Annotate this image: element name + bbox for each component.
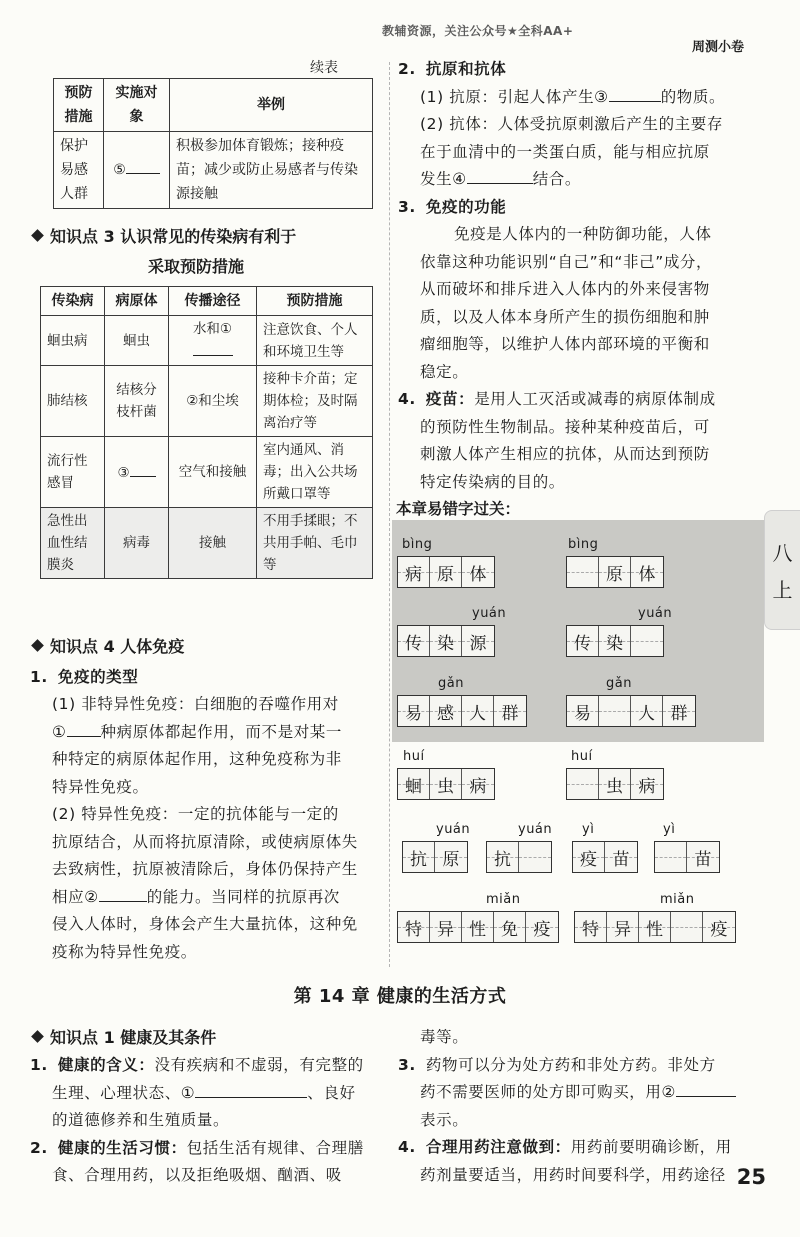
page-number: 25 bbox=[736, 1165, 766, 1189]
table-row bbox=[41, 508, 373, 579]
health-definition-text: 1. 健康的含义：没有疾病和不虚弱，有完整的 生理、心理状态、① 、良好 的道德修养和生殖质量。 2. 健康的生活习惯：包括生活有规律、合理膳 食、合理用药，以及拒绝吸烟、酗酒、吸 bbox=[30, 1056, 364, 1184]
pinyin: yuán bbox=[518, 822, 553, 837]
table-row bbox=[41, 316, 373, 366]
char-grid-full: 病 原 体 bbox=[397, 556, 495, 588]
table-cell: 积极参加体育锻炼；接种疫苗；减少或防止易感者与传染源接触 bbox=[170, 132, 373, 209]
table-cell: 流行性感冒 bbox=[41, 437, 105, 508]
kp3-title: 知识点 3 认识常见的传染病有利于 bbox=[33, 223, 296, 251]
table-cell: ⑤ bbox=[104, 132, 170, 209]
pinyin: yì bbox=[582, 822, 595, 837]
table-cell: 病毒 bbox=[105, 508, 169, 579]
char-grid-full: 特 异 性 免 疫 bbox=[397, 911, 559, 943]
char-grid-blank[interactable]: 原 体 bbox=[566, 556, 664, 588]
infectious-disease-table bbox=[40, 286, 373, 579]
char-grid-blank[interactable]: 特 异 性 疫 bbox=[574, 911, 736, 943]
pinyin: miǎn bbox=[660, 892, 695, 907]
table-header: 举例 bbox=[170, 79, 373, 132]
char-grid-blank[interactable]: 苗 bbox=[654, 841, 720, 873]
char-grid-blank[interactable]: 抗 bbox=[486, 841, 552, 873]
medicine-text: 毒等。 3. 药物可以分为处方药和非处方药。非处方 药不需要医师的处方即可购买，用② 表示。 4. 合理用药注意做到：用药前要明确诊断，用 药剂量要适当，用药时间要科学，用药途径 bbox=[398, 1024, 760, 1189]
side-tab-grade: 八 bbox=[772, 541, 793, 565]
table-cell: 水和① bbox=[169, 316, 257, 366]
practice-title: 本章易错字过关： bbox=[396, 500, 521, 518]
watermark-text: 教辅资源，关注公众号★全科AA+ bbox=[382, 24, 574, 38]
table-cell: 不用手揉眼；不共用手帕、毛巾等 bbox=[257, 508, 373, 579]
table-cell: 注意饮食、个人和环境卫生等 bbox=[257, 316, 373, 366]
pinyin: bìng bbox=[402, 537, 433, 552]
pinyin: yì bbox=[663, 822, 676, 837]
pinyin: yuán bbox=[436, 822, 471, 837]
table-cell: 蛔虫病 bbox=[41, 316, 105, 366]
table-cell: 接种卡介苗；定期体检；及时隔离治疗等 bbox=[257, 366, 373, 437]
table-header: 预防措施 bbox=[257, 287, 373, 316]
table-row bbox=[54, 132, 373, 209]
ch14-kp1-title: 知识点 1 健康及其条件 bbox=[33, 1024, 216, 1052]
side-tab bbox=[764, 510, 800, 630]
pinyin: gǎn bbox=[438, 676, 464, 691]
table-cell: 结核分枝杆菌 bbox=[105, 366, 169, 437]
table-header: 传染病 bbox=[41, 287, 105, 316]
table-row bbox=[41, 366, 373, 437]
char-grid-blank[interactable]: 虫 病 bbox=[566, 768, 664, 800]
continued-label: 续表 bbox=[310, 60, 338, 76]
table-cell: 肺结核 bbox=[41, 366, 105, 437]
chapter-title: 第 14 章 健康的生活方式 bbox=[293, 986, 507, 1007]
antigen-antibody-section: 2. 抗原和抗体 (1) 抗原：引起人体产生③ 的物质。 (2) 抗体：人体受抗原刺激后产生的主要存 在于血清中的一类蛋白质，能与相应抗原 发生④ 结合。 3. 免疫的功能 免疫是人体内的一种防御功能，人体 依靠这种功能识别“自己”和“非己”成分， 从而破坏和排斥进入人体内的外来侵害物 质，以及人体本身所产生的损伤细胞和肿 瘤细胞等，以维护人体内部环境的平衡和 稳定。 4. 疫苗：是用人工灭活或减毒的病原体制成 的预防性生物制品。接种某种疫苗后，可 刺激人体产生相应的抗体，从而达到预防 特定传染病的目的。 bbox=[398, 60, 726, 491]
table-cell: 空气和接触 bbox=[169, 437, 257, 508]
table-cell: ②和尘埃 bbox=[169, 366, 257, 437]
pinyin: huí bbox=[571, 749, 593, 764]
char-grid-full: 传 染 源 bbox=[397, 625, 495, 657]
diamond-icon bbox=[31, 1030, 44, 1043]
section-heading: 1. 免疫的类型 bbox=[30, 668, 139, 686]
char-grid-blank[interactable]: 易 人 群 bbox=[566, 695, 696, 727]
table-header: 实施对象 bbox=[104, 79, 170, 132]
pinyin: yuán bbox=[638, 606, 673, 621]
column-divider bbox=[389, 62, 390, 967]
char-grid-full: 易 感 人 群 bbox=[397, 695, 527, 727]
table-cell: 接触 bbox=[169, 508, 257, 579]
pinyin: miǎn bbox=[486, 892, 521, 907]
kp3-title-line2: 采取预防措施 bbox=[148, 257, 245, 276]
table-header: 病原体 bbox=[105, 287, 169, 316]
table-cell: 急性出血性结膜炎 bbox=[41, 508, 105, 579]
table-cell: 蛔虫 bbox=[105, 316, 169, 366]
side-tab-term: 上 bbox=[772, 578, 793, 602]
immunity-types-text: (1) 非特异性免疫：白细胞的吞噬作用对 ① 种病原体都起作用，而不是对某一 种特定的病原体起作用，这种免疫称为非 特异性免疫。 (2) 特异性免疫：一定的抗体能与一定的 抗原结合，从而将抗原清除，或使病原体失 去致病性，抗原被清除后，身体仍保持产生 相应② 的能力。当同样的抗原再次 侵入人体时，身体会产生大量抗体，这种免 疫称为特异性免疫。 bbox=[52, 695, 358, 961]
header-label: 周测小卷 bbox=[692, 40, 745, 55]
pinyin: gǎn bbox=[606, 676, 632, 691]
table-row bbox=[41, 437, 373, 508]
prevention-table-continued bbox=[53, 78, 373, 209]
diamond-icon bbox=[31, 229, 44, 242]
char-grid-full: 蛔 虫 病 bbox=[397, 768, 495, 800]
pinyin: huí bbox=[403, 749, 425, 764]
table-cell: 室内通风、消毒；出入公共场所戴口罩等 bbox=[257, 437, 373, 508]
table-cell: ③ bbox=[105, 437, 169, 508]
table-cell: 保护易感人群 bbox=[54, 132, 104, 209]
table-header: 传播途径 bbox=[169, 287, 257, 316]
kp4-title: 知识点 4 人体免疫 bbox=[33, 633, 184, 661]
pinyin: yuán bbox=[472, 606, 507, 621]
char-grid-blank[interactable]: 传 染 bbox=[566, 625, 664, 657]
table-header: 预防措施 bbox=[54, 79, 104, 132]
diamond-icon bbox=[31, 639, 44, 652]
char-grid-full: 抗 原 bbox=[402, 841, 468, 873]
pinyin: bìng bbox=[568, 537, 599, 552]
char-grid-full: 疫 苗 bbox=[572, 841, 638, 873]
